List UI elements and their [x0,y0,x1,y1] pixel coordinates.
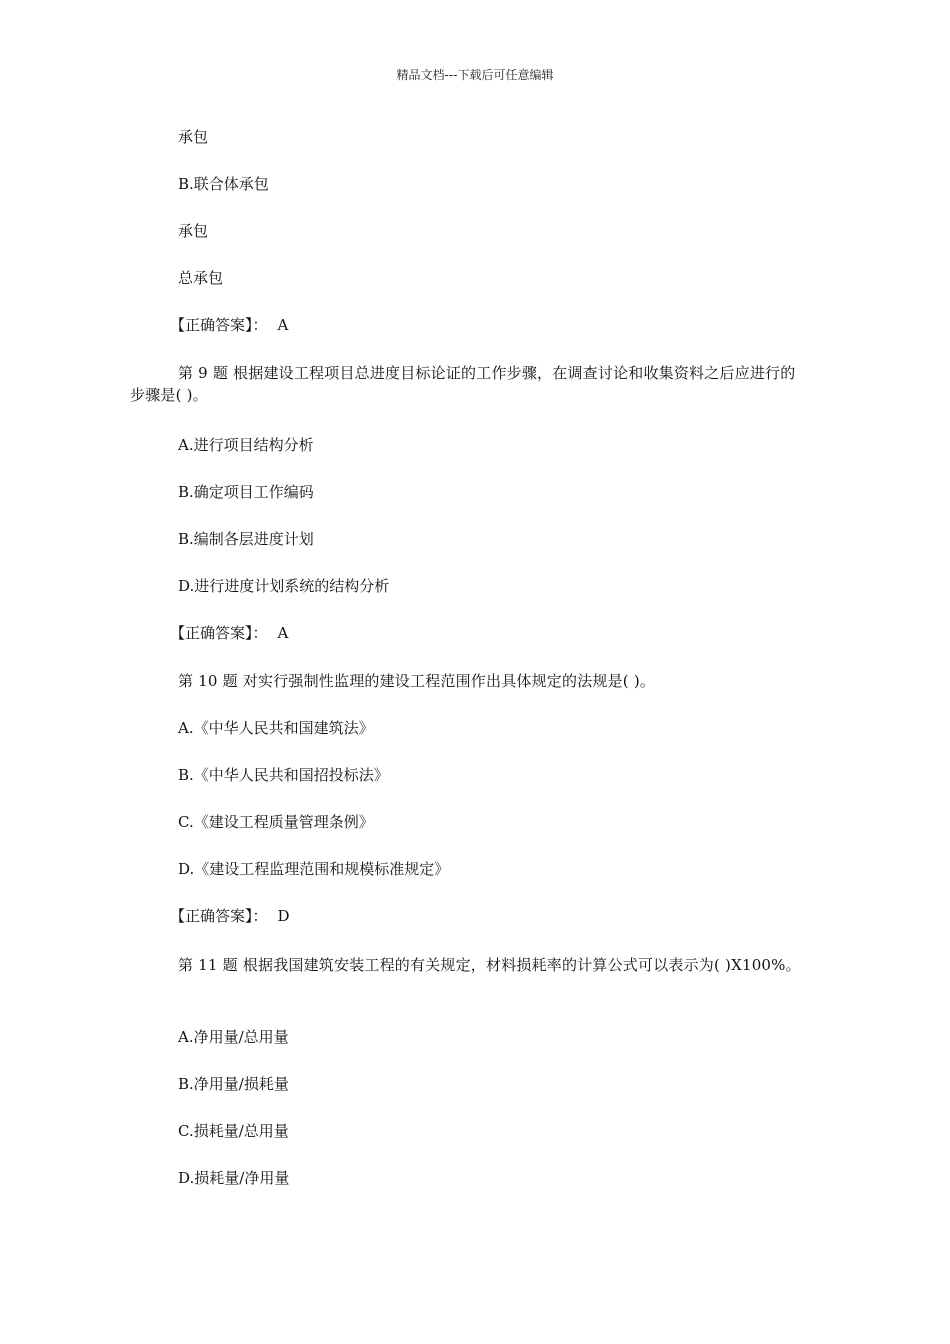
answer-line [170,905,290,927]
option-text: B.编制各层进度计划 [178,530,314,548]
option-text: D.损耗量/净用量 [178,1169,290,1187]
answer-value: A [277,316,289,334]
answer-value: D [277,907,290,925]
option-text: D.《建设工程监理范围和规模标准规定》 [178,860,450,878]
option-text: 承包 [178,222,209,240]
answer-line [170,314,288,336]
option-text: C.《建设工程质量管理条例》 [178,813,374,831]
page-header: 精品文档---下载后可任意编辑 [396,68,554,82]
option-text: B.联合体承包 [178,175,269,193]
option-text: A.净用量/总用量 [178,1028,289,1046]
answer-label: 【正确答案】： [170,907,268,925]
answer-line [170,622,288,644]
question-text: 第 9 题 根据建设工程项目总进度目标论证的工作步骤，在调查讨论和收集资料之后应进行的步骤是( )。 [130,364,796,404]
option-text: C.损耗量/总用量 [178,1122,289,1140]
answer-label: 【正确答案】： [170,316,268,334]
option-text: B.净用量/损耗量 [178,1075,289,1093]
option-text: B.《中华人民共和国招投标法》 [178,766,389,784]
question-text: 第 10 题 对实行强制性监理的建设工程范围作出具体规定的法规是( )。 [178,672,656,690]
option-text: D.进行进度计划系统的结构分析 [178,577,390,595]
option-text: A.《中华人民共和国建筑法》 [178,719,374,737]
answer-label: 【正确答案】： [170,624,268,642]
option-text: 总承包 [178,269,224,287]
option-text: 承包 [178,128,209,146]
option-text: B.确定项目工作编码 [178,483,314,501]
option-text: A.进行项目结构分析 [178,436,314,454]
answer-value: A [277,624,289,642]
question-text: 第 11 题 根据我国建筑安装工程的有关规定，材料损耗率的计算公式可以表示为( )X100%。 [178,956,801,974]
